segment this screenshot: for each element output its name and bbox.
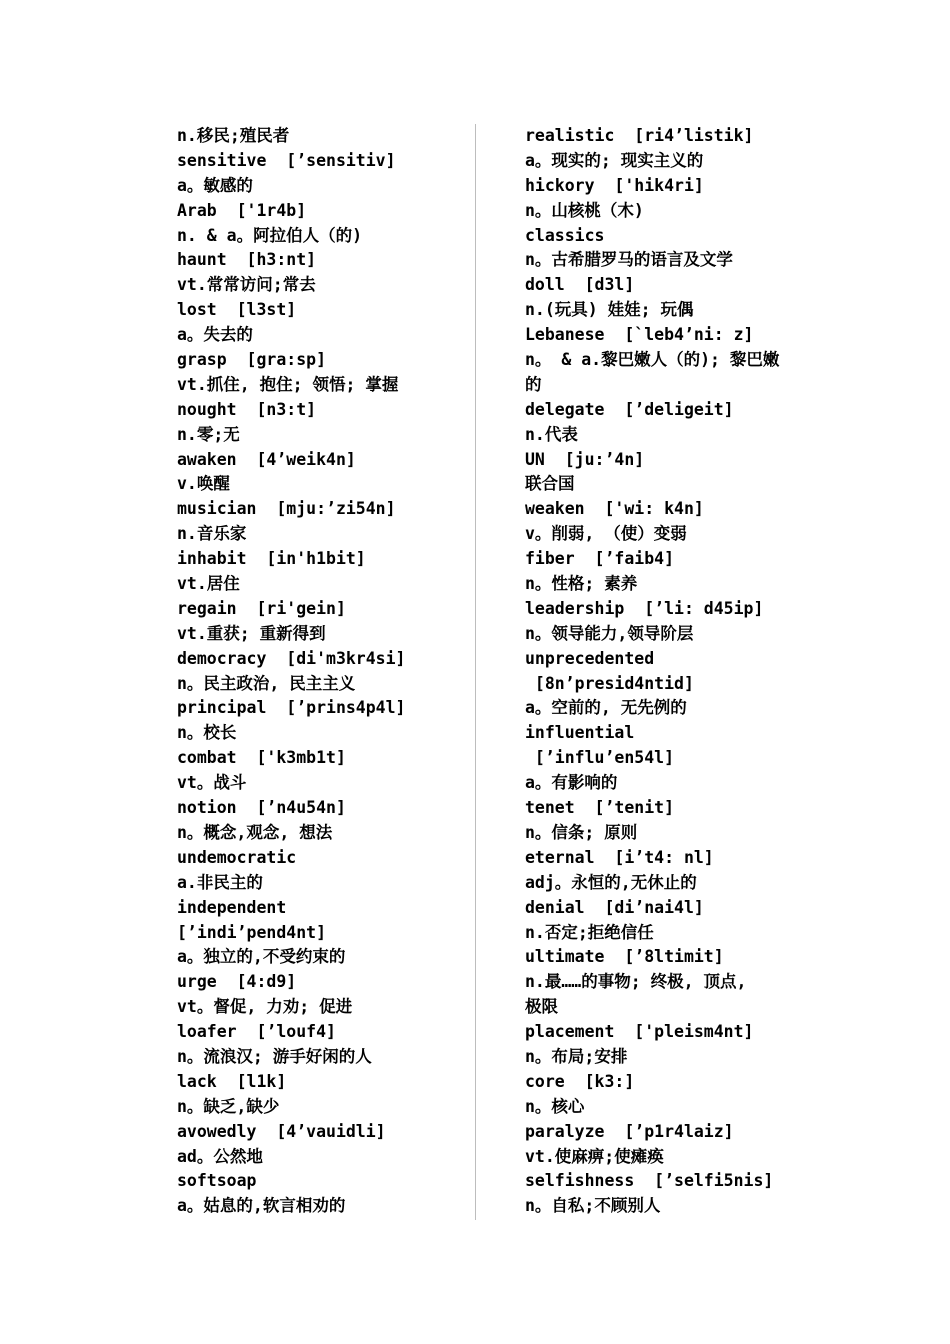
vocab-line: 的 — [525, 374, 542, 394]
vocab-line: n。 & a.黎巴嫩人（的); 黎巴嫩 — [525, 350, 780, 370]
vocab-line: n.零;无 — [177, 424, 240, 444]
vocab-line: vt.常常访问;常去 — [177, 275, 316, 295]
vocab-line: vt.居住 — [177, 574, 240, 594]
vocab-line: delegate [’deligeit] — [525, 399, 734, 419]
vocab-line: a。姑息的,软言相劝的 — [177, 1196, 346, 1216]
vocab-line: n.代表 — [525, 424, 578, 444]
vocab-line: lack [l1k] — [177, 1071, 287, 1091]
vocab-line: n。校长 — [177, 723, 237, 743]
vocab-line: unprecedented — [525, 648, 655, 668]
vocab-line: weaken ['wi: k4n] — [525, 499, 704, 519]
vocab-line: eternal [i’t4: nl] — [525, 847, 714, 867]
vocab-line: nought [n3:t] — [177, 399, 317, 419]
vocab-line: Arab ['1r4b] — [177, 200, 307, 220]
vocab-line: denial [di’nai4l] — [525, 897, 704, 917]
vocab-line: influential — [525, 723, 635, 743]
vocab-line: urge [4:d9] — [177, 972, 297, 992]
vocab-line: v。削弱, （使）变弱 — [525, 524, 687, 544]
vocab-line: n。山核桃（木) — [525, 200, 644, 220]
vocab-line: notion [’n4u54n] — [177, 798, 346, 818]
vocab-line: a。失去的 — [177, 325, 253, 345]
vocab-line: UN [ju:’4n] — [525, 449, 645, 469]
vocab-line: tenet [’tenit] — [525, 798, 675, 818]
vocab-line: regain [ri'gein] — [177, 598, 346, 618]
vocab-line: 极限 — [525, 997, 558, 1017]
vocab-line: a。有影响的 — [525, 773, 618, 793]
vocab-line: a。敏感的 — [177, 175, 253, 195]
vocab-line: leadership [’li: d45ip] — [525, 598, 764, 618]
vocab-line: n.最……的事物; 终极, 顶点, — [525, 972, 747, 992]
vocab-line: n。自私;不顾别人 — [525, 1196, 661, 1216]
vocab-line: softsoap — [177, 1171, 257, 1191]
vocab-line: paralyze [’p1r4laiz] — [525, 1121, 734, 1141]
vocab-line: vt。督促, 力劝; 促进 — [177, 997, 353, 1017]
vocab-line: n.(玩具) 娃娃; 玩偶 — [525, 300, 694, 320]
vocab-line: n。性格; 素养 — [525, 574, 638, 594]
vocab-line: ultimate [’8ltimit] — [525, 947, 724, 967]
vocab-line: adj。永恒的,无休止的 — [525, 872, 697, 892]
right-vocabulary-column — [525, 124, 825, 1219]
left-vocabulary-column — [177, 124, 467, 1219]
vocab-line: a。现实的; 现实主义的 — [525, 150, 704, 170]
vocab-line: n。布局;安排 — [525, 1046, 628, 1066]
vocab-line: principal [’prins4p4l] — [177, 698, 406, 718]
vocab-line: sensitive [’sensitiv] — [177, 150, 396, 170]
vocab-line: placement ['pleism4nt] — [525, 1022, 754, 1042]
vocab-line: a.非民主的 — [177, 872, 263, 892]
vocab-line: combat ['k3mb1t] — [177, 748, 346, 768]
vocab-line: inhabit [in'h1bit] — [177, 549, 366, 569]
vocab-line: n. & a。阿拉伯人（的) — [177, 225, 363, 245]
vocab-line: a。独立的,不受约束的 — [177, 947, 346, 967]
vocab-line: vt.使麻痹;使瘫痪 — [525, 1146, 664, 1166]
vocab-line: doll [d3l] — [525, 275, 635, 295]
vocab-line: [’indi’pend4nt] — [177, 922, 327, 942]
vocab-line: [8n’presid4ntid] — [525, 673, 694, 693]
vocab-line: n.移民;殖民者 — [177, 126, 290, 145]
vocab-line: a。空前的, 无先例的 — [525, 698, 687, 718]
vocab-line: 联合国 — [525, 474, 575, 494]
vocab-line: lost [l3st] — [177, 300, 297, 320]
vocab-line: grasp [gra:sp] — [177, 350, 327, 370]
vocab-line: n。民主政治, 民主主义 — [177, 673, 356, 693]
column-divider — [475, 124, 476, 1220]
vocab-line: ad。公然地 — [177, 1146, 263, 1166]
vocab-line: core [k3:] — [525, 1071, 635, 1091]
vocab-line: loafer [’louf4] — [177, 1022, 336, 1042]
vocab-line: vt.重获; 重新得到 — [177, 623, 326, 643]
vocab-line: n。古希腊罗马的语言及文学 — [525, 250, 733, 270]
vocab-line: Lebanese [`leb4’ni: z] — [525, 325, 754, 345]
vocab-line: n。领导能力,领导阶层 — [525, 623, 694, 643]
vocab-line: realistic [ri4’listik] — [525, 126, 754, 145]
vocab-line: independent — [177, 897, 287, 917]
vocab-line: v.唤醒 — [177, 474, 230, 494]
vocab-line: n。缺乏,缺少 — [177, 1096, 280, 1116]
vocab-line: n。信条; 原则 — [525, 822, 638, 842]
vocab-line: undemocratic — [177, 847, 297, 867]
vocab-line: vt。战斗 — [177, 773, 247, 793]
vocab-line: n。流浪汉; 游手好闲的人 — [177, 1046, 372, 1066]
vocab-line: vt.抓住, 抱住; 领悟; 掌握 — [177, 374, 399, 394]
vocab-line: avowedly [4’vauidli] — [177, 1121, 386, 1141]
vocab-line: hickory ['hik4ri] — [525, 175, 704, 195]
vocab-line: fiber [’faib4] — [525, 549, 675, 569]
vocab-line: classics — [525, 225, 605, 245]
vocab-line: awaken [4’weik4n] — [177, 449, 356, 469]
vocab-line: n。核心 — [525, 1096, 585, 1116]
vocab-line: [’influ’en54l] — [525, 748, 675, 768]
vocab-line: democracy [di'm3kr4si] — [177, 648, 406, 668]
vocab-line: n。概念,观念, 想法 — [177, 822, 333, 842]
vocab-line: musician [mju:’zi54n] — [177, 499, 396, 519]
vocab-line: n.否定;拒绝信任 — [525, 922, 654, 942]
vocab-line: haunt [h3:nt] — [177, 250, 317, 270]
vocab-line: n.音乐家 — [177, 524, 247, 544]
vocab-line: selfishness [’selfi5nis] — [525, 1171, 774, 1191]
